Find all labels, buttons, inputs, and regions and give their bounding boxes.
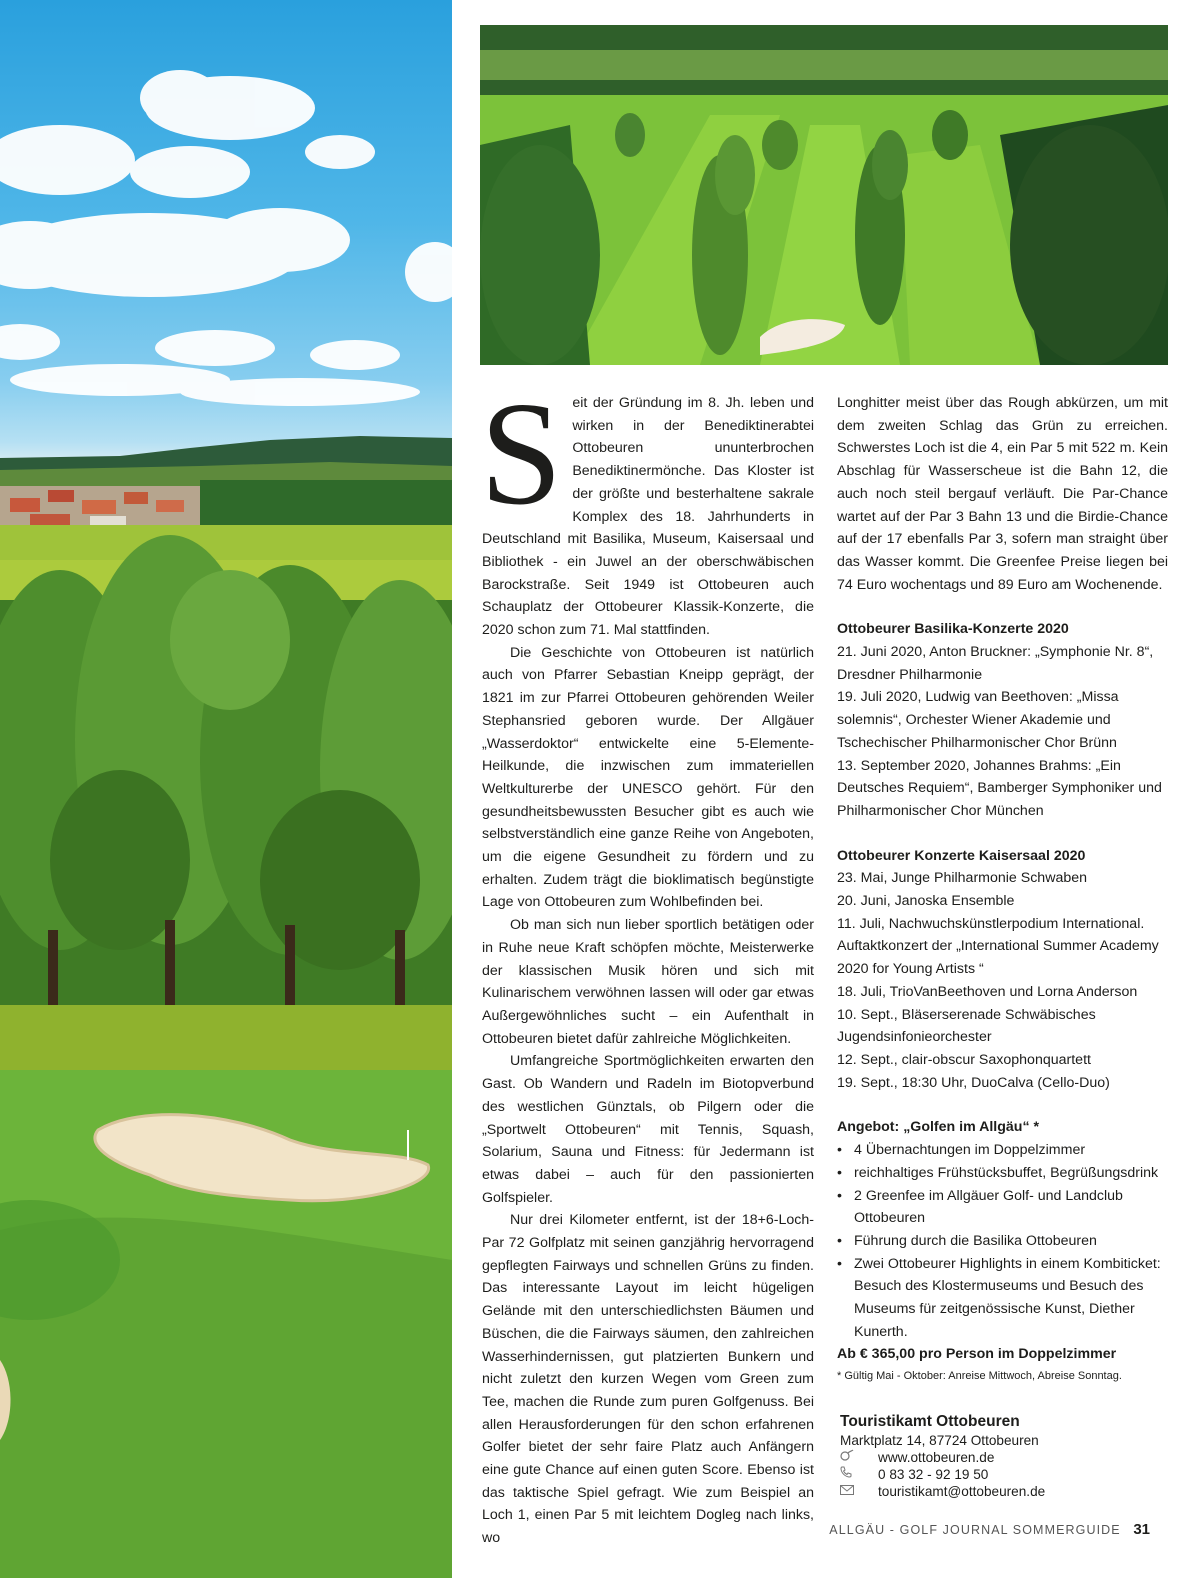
offer-item: • 4 Übernachtungen im Doppelzimmer	[837, 1139, 1168, 1162]
contact-web-link[interactable]: www.ottobeuren.de	[878, 1450, 995, 1465]
mouse-icon	[840, 1449, 878, 1466]
offer-item: • Zwei Ottobeurer Highlights in einem Kombiticket: Besuch des Klostermuseums und Besuch des Museums für zeitgenössische Kunst, Diether Kunerth.	[837, 1253, 1168, 1344]
contact-block	[840, 1412, 1140, 1500]
concert-item: 19. Sept., 18:30 Uhr, DuoCalva (Cello-Duo)	[837, 1074, 1110, 1091]
offer-heading: Angebot: „Golfen im Allgäu“ *	[837, 1119, 1040, 1136]
article-column-2	[837, 392, 1168, 1384]
contact-email[interactable]: touristikamt@ottobeuren.de	[878, 1484, 1046, 1499]
page-number: 31	[1133, 1521, 1150, 1538]
concert-item: 10. Sept., Bläserserenade Schwäbisches Jugendsinfonieorchester	[837, 1006, 1096, 1046]
article-column-1	[480, 372, 814, 1550]
concert-item: 11. Juli, Nachwuchskünstlerpodium International. Auftaktkonzert der „International Summer Academy 2020 for Young Artists “	[837, 915, 1159, 978]
article-paragraph: Die Geschichte von Ottobeuren ist natürlich auch von Pfarrer Sebastian Kneipp geprägt, der 1821 im zur Pfarrei Ottobeuren gehörenden Weiler Stephansried geboren wurde. Der Allgäuer „Wasserdoktor“ entwickelte eine 5-Elemente-Heilkunde, die inzwischen zum immateriellen Weltkulturerbe der UNESCO gehört. Für den gesundheitsbewussten Besucher gibt es auch wie selbstverständlich eine ganze Reihe von Angeboten, um die eigene Gesundheit zu fördern und zu erhalten. Zudem trägt die bioklimatisch begünstigte Lage von Ottobeuren zum Wohlbefinden bei.	[482, 644, 814, 911]
concert-item: 12. Sept., clair-obscur Saxophonquartett	[837, 1051, 1091, 1068]
contact-phone[interactable]: 0 83 32 - 92 19 50	[878, 1467, 989, 1482]
article-paragraph: Ob man sich nun lieber sportlich betätigen oder in Ruhe neue Kraft schöpfen möchte, Meisterwerke der klassischen Musik hören und sich mit Kulinarischem verwöhnen lassen will oder gar etwas Außergewöhnliches sucht – ein Aufenthalt in Ottobeuren bietet dafür zahlreiche Möglichkeiten.	[482, 917, 814, 1047]
contact-name: Touristikamt Ottobeuren	[840, 1413, 1020, 1430]
drop-cap: S	[480, 372, 563, 536]
offer-footnote: * Gültig Mai - Oktober: Anreise Mittwoch, Abreise Sonntag.	[837, 1370, 1122, 1383]
kaisersaal-heading: Ottobeurer Konzerte Kaisersaal 2020	[837, 847, 1086, 864]
concert-item: 19. Juli 2020, Ludwig van Beethoven: „Missa solemnis“, Orchester Wiener Akademie und Tschechischer Philharmonischer Chor Brünn	[837, 689, 1119, 751]
page-footer	[829, 1521, 1150, 1538]
contact-email-row	[840, 1483, 1140, 1500]
offer-list	[837, 1139, 1168, 1343]
concert-item: 21. Juni 2020, Anton Bruckner: „Symphonie Nr. 8“, Dresdner Philharmonie	[837, 644, 1154, 683]
concert-item: 18. Juli, TrioVanBeethoven und Lorna Anderson	[837, 983, 1138, 1000]
basilika-heading: Ottobeurer Basilika-Konzerte 2020	[837, 621, 1069, 638]
article-paragraph: Nur drei Kilometer entfernt, ist der 18+6-Loch-Par 72 Golfplatz mit seinen ganzjährig hervorragend gepflegten Fairways und schnellen Grüns zu finden. Das interessante Layout im leicht hügeligen Gelände mit den unterschiedlichsten Bäumen und Büschen, die die Fairways säumen, den zahlreichen Wasserhindernissen, gut platzierten Bunkern und nicht zuletzt den kurzen Wegen vom Green zum Tee, machen die Runde zum puren Golfgenuss. Bei allen Herausforderungen für den schon erfahrenen Golfer bietet der sehr faire Platz auch Anfängern eine gute Chance auf einen guten Score. Ebenso ist das taktische Spiel gefragt. Wie zum Beispiel an Loch 1, einen Par 5 mit leichtem Dogleg nach links, wo	[482, 1212, 814, 1547]
offer-item: • reichhaltiges Frühstücksbuffet, Begrüßungsdrink	[837, 1162, 1168, 1185]
concert-item: 13. September 2020, Johannes Brahms: „Ein Deutsches Requiem“, Bamberger Symphoniker und Philharmonischer Chor München	[837, 757, 1162, 819]
phone-icon	[840, 1466, 878, 1483]
tree-row	[0, 535, 452, 1020]
offer-price: Ab € 365,00 pro Person im Doppelzimmer	[837, 1346, 1117, 1363]
contact-address: Marktplatz 14, 87724 Ottobeuren	[840, 1433, 1039, 1448]
village	[0, 486, 210, 530]
left-photo-golf-bunker	[0, 0, 452, 1578]
offer-item: • Führung durch die Basilika Ottobeuren	[837, 1230, 1168, 1253]
contact-web-row	[840, 1449, 1140, 1466]
envelope-icon	[840, 1483, 878, 1500]
publication-name: ALLGÄU - GOLF JOURNAL SOMMERGUIDE	[829, 1523, 1121, 1537]
article-paragraph: Longhitter meist über das Rough abkürzen, um mit dem zweiten Schlag das Grün zu erreichen. Schwerstes Loch ist die 4, ein Par 5 mit 522 m. Kein Abschlag für Wasserscheue ist die Bahn 12, die auch noch steil bergauf verläuft. Die Par-Chance wartet auf der Par 3 Bahn 13 und die Birdie-Chance auf der 17 ebenfalls Par 3, sofern man straight über das Wasser kommt. Die Greenfee Preise liegen bei 74 Euro wochentags und 89 Euro am Wochenende.	[837, 395, 1168, 593]
contact-phone-row	[840, 1466, 1140, 1483]
clouds	[0, 70, 452, 406]
concert-item: 20. Juni, Janoska Ensemble	[837, 893, 1015, 910]
article-paragraph: eit der Gründung im 8. Jh. leben und wirken in der Benediktinerabtei Ottobeuren ununterbrochen Benediktinermönche. Das Kloster ist der größte und besterhaltene sakrale Komplex des 18. Jahrhunderts in Deutschland mit Basilika, Museum, Kaisersaal und Bibliothek - ein Juwel an der oberschwäbischen Barockstraße. Seit 1949 ist Ottobeuren auch Schauplatz der Ottobeurer Klassik-Konzerte, die 2020 schon zum 71. Mal stattfinden.	[482, 395, 814, 639]
offer-item: • 2 Greenfee im Allgäuer Golf- und Landclub Ottobeuren	[837, 1185, 1168, 1230]
article-paragraph: Umfangreiche Sportmöglichkeiten erwarten den Gast. Ob Wandern und Radeln im Biotopverbund des westlichen Günztals, ob Pilgern oder die „Sportwelt Ottobeuren“ mit Tennis, Squash, Solarium, Sauna und Fitness: für Jedermann ist etwas dabei – auch für den passionierten Golfspieler.	[482, 1053, 814, 1206]
concert-item: 23. Mai, Junge Philharmonie Schwaben	[837, 870, 1088, 887]
top-photo-aerial-fairways	[480, 25, 1168, 365]
